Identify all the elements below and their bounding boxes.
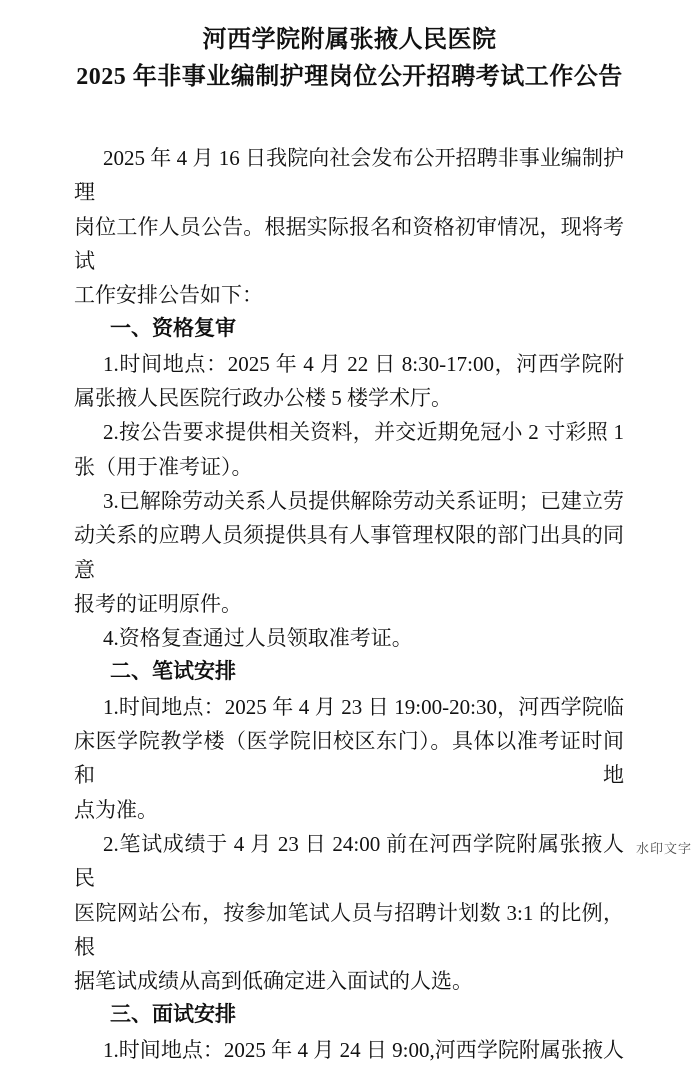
section-heading: 一、资格复审 — [110, 317, 236, 341]
document-line: 4.资格复查通过人员领取准考证。 — [103, 626, 413, 651]
document-line: 工作安排公告如下： — [74, 283, 263, 308]
document-line: 3.已解除劳动关系人员提供解除劳动关系证明；已建立劳 — [103, 488, 624, 513]
document-line: 张（用于准考证）。 — [74, 454, 253, 479]
document-line: 2.笔试成绩于 4 月 23 日 24:00 前在河西学院附属张掖人民 — [74, 831, 624, 891]
document-line: 1.时间地点：2025 年 4 月 23 日 19:00-20:30，河西学院临 — [103, 694, 624, 719]
section-heading: 三、面试安排 — [110, 1003, 236, 1027]
document-line: 动关系的应聘人员须提供具有人事管理权限的部门出具的同意 — [74, 523, 624, 582]
document-line: 点为准。 — [74, 797, 158, 822]
document-body — [74, 141, 624, 1067]
document-line: 据笔试成绩从高到低确定进入面试的人选。 — [74, 969, 473, 994]
document-line: 2025 年 4 月 16 日我院向社会发布公开招聘非事业编制护理 — [74, 146, 624, 205]
section-heading: 二、笔试安排 — [110, 660, 236, 684]
document-line: 报考的证明原件。 — [74, 591, 242, 616]
document-line: 1.时间地点：2025 年 4 月 24 日 9:00,河西学院附属张掖人 — [103, 1037, 624, 1062]
watermark-label: 水印文字 — [635, 841, 692, 856]
document-line: 1.时间地点：2025 年 4 月 22 日 8:30-17:00，河西学院附 — [103, 351, 624, 376]
title-line-1: 河西学院附属张掖人民医院 — [202, 27, 497, 53]
document-line: 床医学院教学楼（医学院旧校区东门）。具体以准考证时间和地 — [74, 729, 624, 788]
document-line: 岗位工作人员公告。根据实际报名和资格初审情况，现将考试 — [74, 214, 624, 273]
document-title — [0, 0, 699, 96]
title-line-2: 2025 年非事业编制护理岗位公开招聘考试工作公告 — [76, 64, 623, 90]
document-line: 医院网站公布，按参加笔试人员与招聘计划数 3:1 的比例，根 — [74, 900, 624, 959]
document-line: 2.按公告要求提供相关资料，并交近期免冠小 2 寸彩照 1 — [103, 420, 624, 445]
document-line: 属张掖人民医院行政办公楼 5 楼学术厅。 — [74, 386, 452, 411]
